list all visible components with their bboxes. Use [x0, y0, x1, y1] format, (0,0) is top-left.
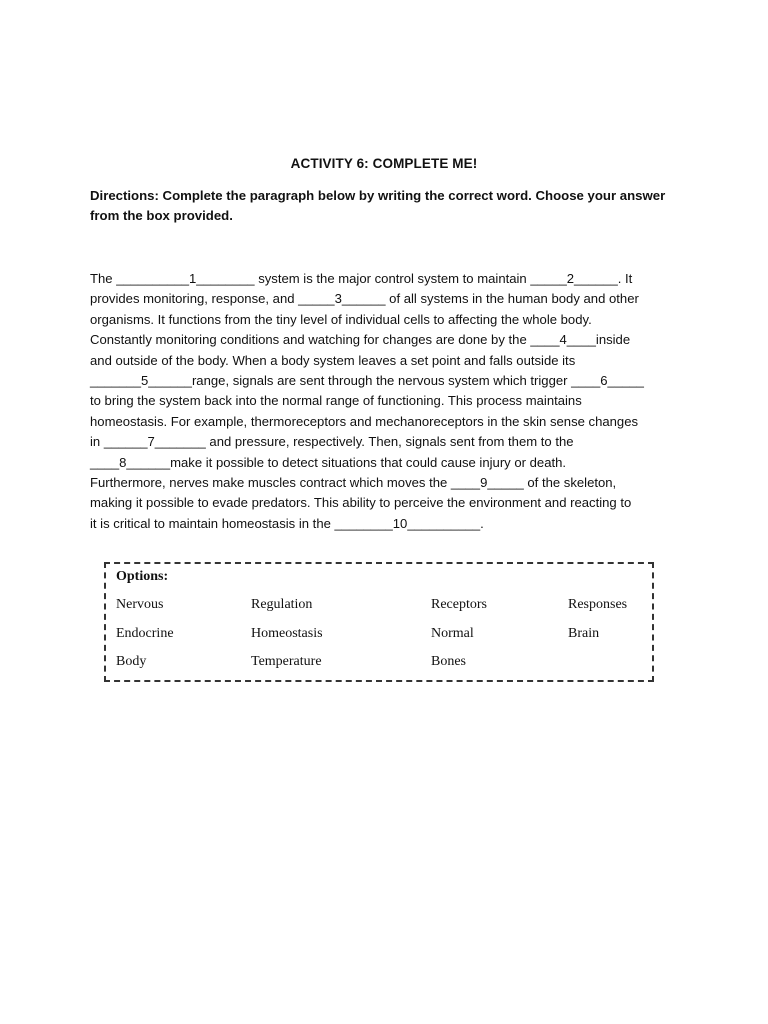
directions	[90, 186, 675, 226]
paragraph-line: _______5______range, signals are sent through the nervous system which trigger ____6_____	[90, 373, 644, 389]
paragraph-line: provides monitoring, response, and _____3______ of all systems in the human body and other	[90, 291, 639, 307]
option-word: Brain	[568, 626, 600, 641]
option-word: Body	[116, 654, 147, 669]
option-word: Endocrine	[116, 626, 174, 641]
paragraph-line: to bring the system back into the normal range of functioning. This process maintains	[90, 393, 582, 409]
paragraph-line: Constantly monitoring conditions and watching for changes are done by the ____4____inside	[90, 332, 631, 348]
paragraph-line: homeostasis. For example, thermoreceptors and mechanoreceptors in the skin sense changes	[90, 413, 639, 429]
paragraph-line: making it possible to evade predators. This ability to perceive the environment and reacting to	[90, 495, 632, 511]
paragraph-line: Furthermore, nerves make muscles contract which moves the ____9_____ of the skeleton,	[90, 475, 617, 491]
options-title: Options:	[116, 569, 169, 584]
activity-title: ACTIVITY 6: COMPLETE ME!	[290, 156, 478, 171]
paragraph-line: The __________1________ system is the major control system to maintain _____2______. It	[90, 271, 633, 286]
option-word: Receptors	[431, 597, 487, 612]
fill-in-paragraph	[90, 269, 680, 534]
paragraph-line: organisms. It functions from the tiny level of individual cells to affecting the whole body.	[90, 311, 592, 327]
paragraph-line: and outside of the body. When a body system leaves a set point and falls outside its	[90, 352, 576, 368]
option-word: Normal	[431, 626, 474, 641]
directions-line-2: from the box provided.	[90, 208, 233, 223]
directions-line-1: Directions: Complete the paragraph below by writing the correct word. Choose your answer	[90, 188, 666, 203]
option-word: Bones	[431, 654, 466, 669]
option-word: Responses	[568, 597, 628, 612]
paragraph-line: it is critical to maintain homeostasis in the ________10__________.	[90, 515, 484, 531]
option-word: Temperature	[251, 654, 322, 669]
option-word: Homeostasis	[251, 626, 323, 641]
paragraph-line: ____8______make it possible to detect situations that could cause injury or death.	[90, 454, 567, 470]
options-box	[104, 562, 654, 682]
paragraph-line: in ______7_______ and pressure, respectively. Then, signals sent from them to the	[90, 434, 574, 450]
option-word: Nervous	[116, 597, 164, 612]
option-word: Regulation	[251, 597, 313, 612]
